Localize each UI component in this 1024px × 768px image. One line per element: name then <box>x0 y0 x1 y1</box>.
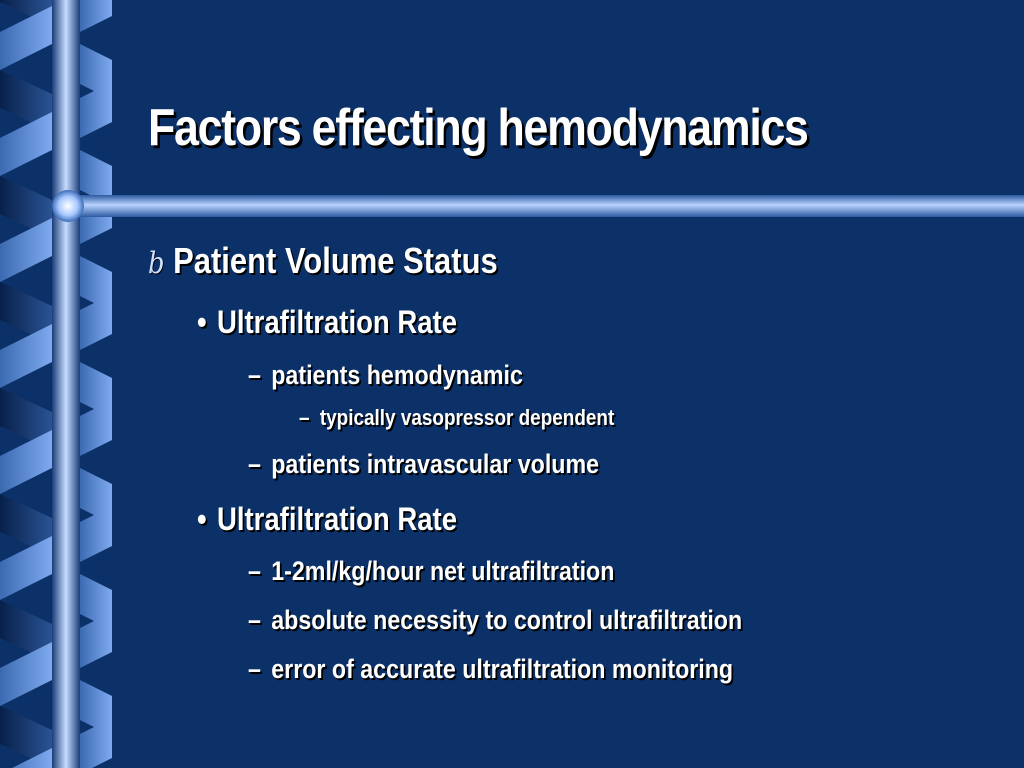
ribbon-segment <box>80 400 112 456</box>
ribbon-segment <box>80 506 112 562</box>
dash-icon: – <box>248 449 261 479</box>
ribbon-segment <box>0 642 52 706</box>
list-item-level-3 <box>248 654 733 685</box>
bullet-icon: • <box>197 304 207 340</box>
list-item-level-3 <box>248 556 614 587</box>
dash-icon: – <box>299 405 310 430</box>
ribbon-segment <box>80 612 112 668</box>
list-item-text: Ultrafiltration Rate <box>216 501 458 537</box>
horizontal-bar <box>60 195 1024 217</box>
slide-title: Factors effecting hemodynamics <box>148 99 808 157</box>
dash-icon: – <box>248 605 261 635</box>
ribbon-segment <box>0 324 52 388</box>
list-item-level-2 <box>197 304 457 341</box>
list-item-text: Ultrafiltration Rate <box>216 304 458 340</box>
list-item-text: typically vasopressor dependent <box>319 405 615 430</box>
ribbon-segment <box>80 82 112 138</box>
dash-icon: – <box>248 654 261 684</box>
list-item-text: error of accurate ultrafiltration monitoring <box>271 654 734 684</box>
bar-knob <box>52 190 84 222</box>
list-item-text: patients intravascular volume <box>271 449 600 479</box>
list-item-level-4 <box>299 405 614 431</box>
list-item-level-1 <box>148 240 498 282</box>
ribbon-segment <box>0 112 52 176</box>
ribbon-segment <box>80 294 112 350</box>
list-item-level-3 <box>248 360 523 391</box>
dash-icon: – <box>248 360 261 390</box>
ribbon-segment <box>0 430 52 494</box>
vertical-rod <box>52 0 80 768</box>
list-item-text: 1-2ml/kg/hour net ultrafiltration <box>271 556 615 586</box>
list-item-level-3 <box>248 449 599 480</box>
list-item-text: absolute necessity to control ultrafiltration <box>271 605 743 635</box>
list-item-text: patients hemodynamic <box>271 360 523 390</box>
ribbon-segment <box>0 218 52 282</box>
bullet-icon: • <box>197 501 207 537</box>
bullet-icon: b <box>148 246 165 281</box>
ribbon-segment <box>0 536 52 600</box>
list-item-level-2 <box>197 501 457 538</box>
dash-icon: – <box>248 556 261 586</box>
ribbon-segment <box>0 6 52 70</box>
ribbon-segment <box>80 0 112 32</box>
list-item-level-3 <box>248 605 742 636</box>
list-item-text: Patient Volume Status <box>173 240 498 281</box>
